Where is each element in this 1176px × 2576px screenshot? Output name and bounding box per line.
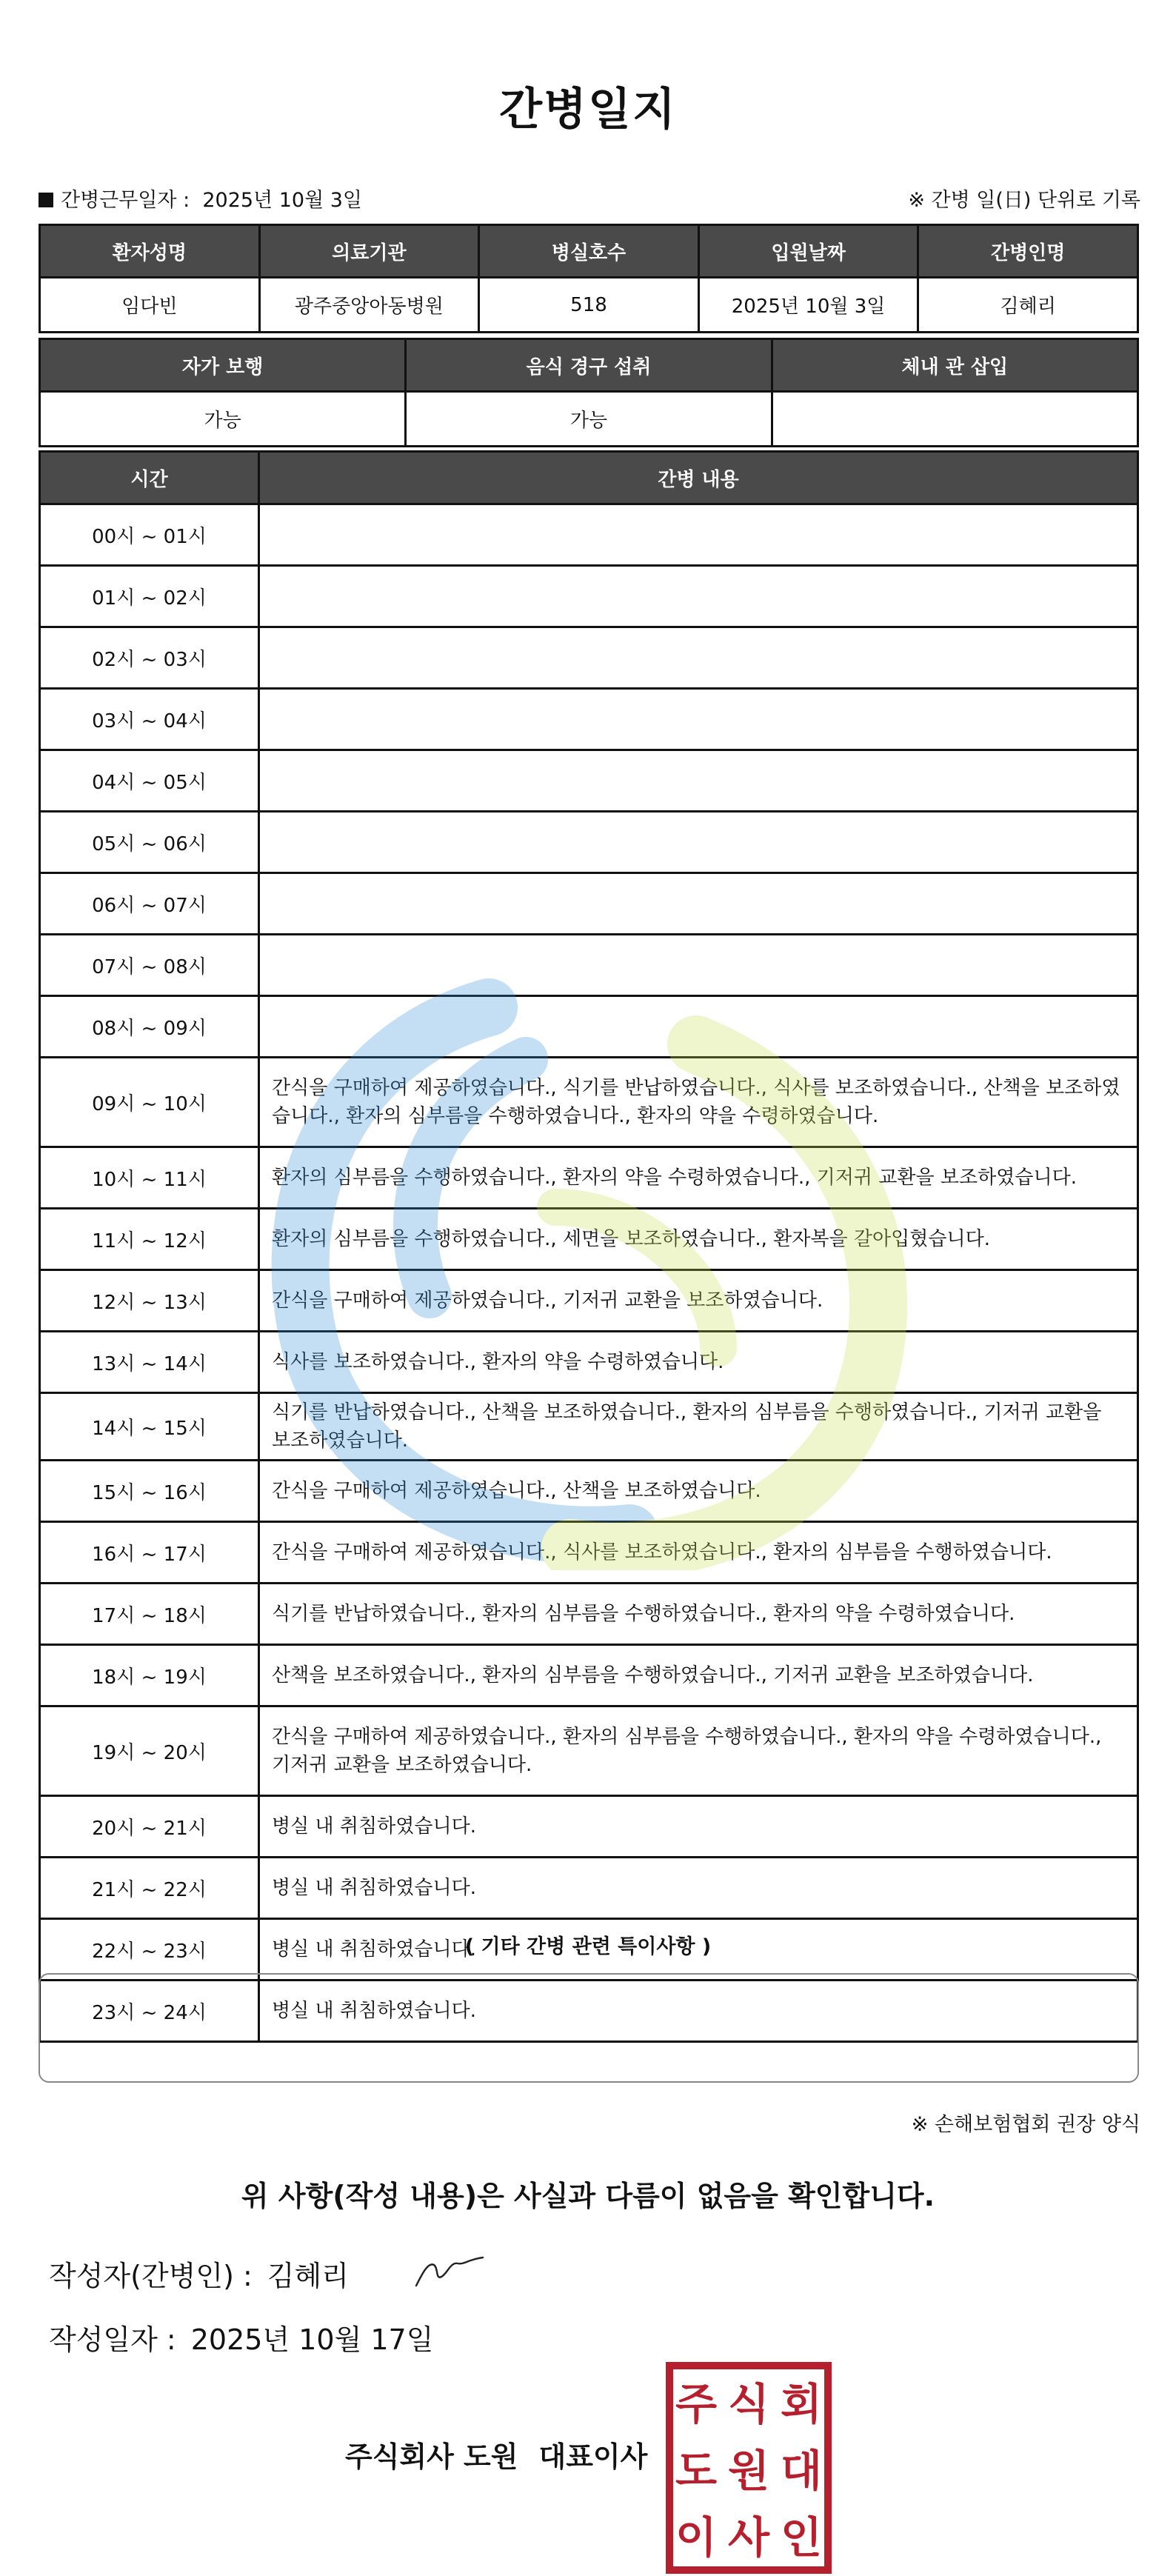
svg-text:회: 회 — [780, 2379, 823, 2429]
care-log-content: 식기를 반납하였습니다., 환자의 심부름을 수행하였습니다., 환자의 약을 수령하였습니다. — [259, 1584, 1138, 1645]
care-log-row — [40, 1058, 1138, 1147]
care-log-content: 간식을 구매하여 제공하였습니다., 기저귀 교환을 보조하였습니다. — [259, 1270, 1138, 1332]
care-log-content: 산책을 보조하였습니다., 환자의 심부름을 수행하였습니다., 기저귀 교환을 보조하였습니다. — [259, 1645, 1138, 1706]
care-log-content — [259, 873, 1138, 935]
care-log-row — [40, 689, 1138, 750]
header-care-content: 간병 내용 — [259, 452, 1138, 504]
care-log-row — [40, 504, 1138, 566]
care-log-time: 00시 ~ 01시 — [40, 504, 259, 566]
care-log-row — [40, 812, 1138, 873]
room-number: 518 — [479, 278, 699, 333]
care-log-content: 간식을 구매하여 제공하였습니다., 산책을 보조하였습니다. — [259, 1461, 1138, 1522]
unit-note: ※ 간병 일(日) 단위로 기록 — [908, 189, 1140, 212]
care-log-time: 16시 ~ 17시 — [40, 1522, 259, 1584]
care-log-table — [39, 450, 1139, 2043]
svg-text:주: 주 — [675, 2379, 718, 2429]
writer-name: 김혜리 — [267, 2260, 349, 2292]
care-log-content: 식사를 보조하였습니다., 환자의 약을 수령하였습니다. — [259, 1332, 1138, 1393]
care-log-time: 22시 ~ 23시 — [40, 1919, 259, 1981]
header-caregiver-name: 간병인명 — [918, 225, 1138, 278]
care-log-time: 15시 ~ 16시 — [40, 1461, 259, 1522]
care-log-content — [259, 627, 1138, 689]
care-log-row — [40, 996, 1138, 1058]
care-log-row — [40, 1332, 1138, 1393]
self-walking-value: 가능 — [40, 392, 406, 447]
patient-name: 임다빈 — [40, 278, 260, 333]
care-log-content: 병실 내 취침하였습니다. — [259, 1796, 1138, 1858]
remarks-box — [39, 1973, 1139, 2083]
care-log-time: 03시 ~ 04시 — [40, 689, 259, 750]
care-log-content: 간식을 구매하여 제공하였습니다., 식사를 보조하였습니다., 환자의 심부름을 수행하였습니다. — [259, 1522, 1138, 1584]
handwritten-signature — [412, 2252, 486, 2292]
care-log-time: 10시 ~ 11시 — [40, 1147, 259, 1209]
header-time: 시간 — [40, 452, 259, 504]
patient-status-value-row — [40, 392, 1138, 447]
write-date-row — [49, 2317, 433, 2358]
header-admission-date: 입원날짜 — [698, 225, 918, 278]
svg-text:도: 도 — [675, 2446, 718, 2496]
svg-text:식: 식 — [727, 2379, 770, 2429]
header-self-walking: 자가 보행 — [40, 339, 406, 392]
care-log-row — [40, 1858, 1138, 1919]
care-log-time: 07시 ~ 08시 — [40, 935, 259, 996]
patient-status-table — [39, 338, 1139, 447]
care-log-content — [259, 689, 1138, 750]
company-name: 주식회사 도원 — [345, 2440, 518, 2473]
care-log-row — [40, 1209, 1138, 1270]
care-log-time: 19시 ~ 20시 — [40, 1706, 259, 1796]
square-bullet-icon — [39, 193, 53, 207]
patient-info-header-row — [40, 225, 1138, 278]
care-log-row — [40, 750, 1138, 812]
care-log-content — [259, 750, 1138, 812]
company-title: 대표이사 — [538, 2440, 648, 2473]
confirm-statement: 위 사항(작성 내용)은 사실과 다름이 없음을 확인합니다. — [241, 2180, 935, 2212]
care-log-header-row — [40, 452, 1138, 504]
care-log-content — [259, 504, 1138, 566]
care-log-content: 간식을 구매하여 제공하였습니다., 환자의 심부름을 수행하였습니다., 환자의 약을 수령하였습니다., 기저귀 교환을 보조하였습니다. — [259, 1706, 1138, 1796]
work-date-value: 2025년 10월 3일 — [202, 189, 363, 212]
care-log-row — [40, 1461, 1138, 1522]
oral-intake-value: 가능 — [406, 392, 772, 447]
care-log-time: 02시 ~ 03시 — [40, 627, 259, 689]
care-log-time: 01시 ~ 02시 — [40, 566, 259, 627]
care-log-row — [40, 1147, 1138, 1209]
write-date-value: 2025년 10월 17일 — [190, 2323, 434, 2356]
remarks-title: ( 기타 간병 관련 특이사항 ) — [464, 1935, 712, 1958]
care-log-content — [259, 935, 1138, 996]
hospital-name: 광주중앙아동병원 — [259, 278, 479, 333]
care-log-row — [40, 1393, 1138, 1461]
care-log-time: 06시 ~ 07시 — [40, 873, 259, 935]
caregiver-name: 김혜리 — [918, 278, 1138, 333]
svg-text:인: 인 — [780, 2512, 823, 2563]
patient-status-header-row — [40, 339, 1138, 392]
care-log-row — [40, 1584, 1138, 1645]
write-date-label: 작성일자 : — [49, 2323, 176, 2356]
care-log-time: 20시 ~ 21시 — [40, 1796, 259, 1858]
tube-insertion-value — [772, 392, 1137, 447]
header-hospital: 의료기관 — [259, 225, 479, 278]
care-log-time: 13시 ~ 14시 — [40, 1332, 259, 1393]
care-log-time: 11시 ~ 12시 — [40, 1209, 259, 1270]
company-seal-stamp — [665, 2361, 832, 2575]
care-log-time: 05시 ~ 06시 — [40, 812, 259, 873]
header-oral-intake: 음식 경구 섭취 — [406, 339, 772, 392]
svg-text:사: 사 — [727, 2512, 770, 2563]
care-log-content — [259, 812, 1138, 873]
svg-text:이: 이 — [675, 2512, 718, 2563]
care-log-row — [40, 1706, 1138, 1796]
header-room-number: 병실호수 — [479, 225, 699, 278]
svg-text:원: 원 — [727, 2446, 770, 2496]
care-log-row — [40, 873, 1138, 935]
header-patient-name: 환자성명 — [40, 225, 260, 278]
work-date-label: 간병근무일자 : — [61, 189, 190, 212]
writer-row — [49, 2253, 349, 2294]
patient-info-table — [39, 224, 1139, 333]
care-log-content: 병실 내 취침하였습니다. — [259, 1858, 1138, 1919]
care-log-row — [40, 1796, 1138, 1858]
work-date — [39, 184, 362, 213]
admission-date: 2025년 10월 3일 — [698, 278, 918, 333]
care-log-content: 환자의 심부름을 수행하였습니다., 세면을 보조하였습니다., 환자복을 갈아입혔습니다. — [259, 1209, 1138, 1270]
care-log-time: 23시 ~ 24시 — [40, 1981, 259, 2042]
care-log-content: 식기를 반납하였습니다., 산책을 보조하였습니다., 환자의 심부름을 수행하였습니다., 기저귀 교환을 보조하였습니다. — [259, 1393, 1138, 1461]
care-log-time: 08시 ~ 09시 — [40, 996, 259, 1058]
care-log-time: 14시 ~ 15시 — [40, 1393, 259, 1461]
care-log-content: 간식을 구매하여 제공하였습니다., 식기를 반납하였습니다., 식사를 보조하였습니다., 산책을 보조하였습니다., 환자의 심부름을 수행하였습니다., 환자의 약을 수령하였습니다. — [259, 1058, 1138, 1147]
care-log-time: 17시 ~ 18시 — [40, 1584, 259, 1645]
header-tube-insertion: 체내 관 삽입 — [772, 339, 1137, 392]
care-log-content — [259, 996, 1138, 1058]
company-line — [345, 2434, 647, 2475]
care-log-content: 병실 내 취침하였습니다. — [259, 1919, 1138, 1981]
page-title: 간병일지 — [499, 84, 677, 136]
care-log-row — [40, 627, 1138, 689]
care-log-time: 18시 ~ 19시 — [40, 1645, 259, 1706]
care-log-row — [40, 1522, 1138, 1584]
care-log-time: 21시 ~ 22시 — [40, 1858, 259, 1919]
care-log-time: 09시 ~ 10시 — [40, 1058, 259, 1147]
care-log-time: 04시 ~ 05시 — [40, 750, 259, 812]
care-log-content: 환자의 심부름을 수행하였습니다., 환자의 약을 수령하였습니다., 기저귀 교환을 보조하였습니다. — [259, 1147, 1138, 1209]
care-log-row — [40, 566, 1138, 627]
care-log-content — [259, 566, 1138, 627]
care-log-content: 병실 내 취침하였습니다. — [259, 1981, 1138, 2042]
care-log-row — [40, 935, 1138, 996]
care-log-time: 12시 ~ 13시 — [40, 1270, 259, 1332]
recommend-note: ※ 손해보험협회 권장 양식 — [911, 2113, 1140, 2136]
patient-info-value-row — [40, 278, 1138, 333]
svg-text:대: 대 — [780, 2446, 823, 2496]
writer-label: 작성자(간병인) : — [49, 2260, 253, 2292]
care-log-row — [40, 1270, 1138, 1332]
care-log-row — [40, 1645, 1138, 1706]
